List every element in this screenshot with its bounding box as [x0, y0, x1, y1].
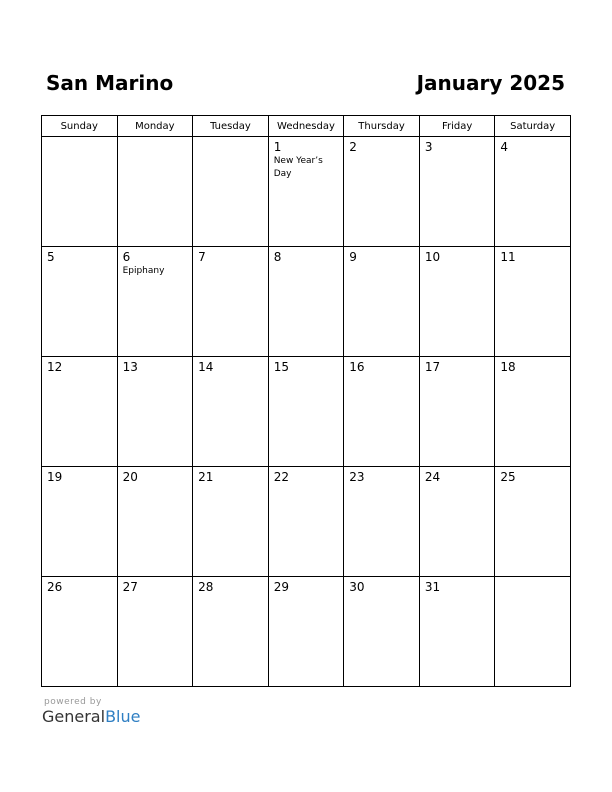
logo-text-blue: Blue — [105, 707, 141, 726]
day-number: 13 — [122, 360, 138, 374]
empty-day-cell — [42, 137, 118, 247]
generalblue-logo — [42, 707, 140, 726]
day-cell — [193, 247, 269, 357]
day-number: 25 — [500, 470, 516, 484]
day-cell — [344, 357, 420, 467]
calendar-grid — [41, 115, 571, 687]
week-row — [42, 577, 571, 687]
day-number: 8 — [273, 250, 282, 264]
day-number: 7 — [198, 250, 206, 264]
day-cell — [419, 137, 495, 247]
day-cell — [42, 247, 118, 357]
country-title: San Marino — [46, 71, 174, 95]
weekday-sunday: Sunday — [42, 116, 118, 137]
day-cell — [344, 247, 420, 357]
day-cell — [268, 137, 344, 247]
empty-day-cell — [193, 137, 269, 247]
day-cell — [193, 357, 269, 467]
day-number: 22 — [273, 470, 289, 484]
week-row — [42, 137, 571, 247]
day-cell — [42, 357, 118, 467]
day-number: 6 — [122, 250, 131, 264]
day-cell — [42, 577, 118, 687]
week-row — [42, 247, 571, 357]
day-number: 10 — [424, 250, 441, 264]
day-cell — [268, 467, 344, 577]
holiday-label: New Year’s Day — [273, 156, 323, 179]
day-cell — [419, 247, 495, 357]
day-number: 2 — [349, 140, 357, 154]
day-number: 30 — [349, 580, 365, 594]
day-cell — [193, 577, 269, 687]
week-row — [42, 467, 571, 577]
day-number: 26 — [47, 580, 63, 594]
day-cell — [344, 577, 420, 687]
day-number: 29 — [273, 580, 289, 594]
day-cell — [193, 467, 269, 577]
day-cell — [419, 577, 495, 687]
day-number: 28 — [198, 580, 214, 594]
holiday-label: Epiphany — [122, 266, 165, 276]
day-cell — [495, 357, 571, 467]
day-number: 5 — [47, 250, 55, 264]
day-number: 21 — [198, 470, 214, 484]
day-number: 24 — [424, 470, 441, 484]
day-cell — [419, 357, 495, 467]
day-number: 11 — [500, 250, 516, 264]
day-number: 31 — [424, 580, 441, 594]
logo-text-general: General — [42, 707, 106, 726]
day-cell — [268, 357, 344, 467]
day-number: 27 — [122, 580, 138, 594]
powered-by-label: powered by — [44, 697, 102, 707]
day-cell — [495, 467, 571, 577]
weekday-tuesday: Tuesday — [193, 116, 269, 137]
day-cell — [344, 137, 420, 247]
day-cell — [268, 577, 344, 687]
day-number: 3 — [424, 140, 433, 154]
week-row — [42, 357, 571, 467]
day-cell — [495, 247, 571, 357]
weekday-wednesday: Wednesday — [268, 116, 344, 137]
day-cell — [117, 357, 193, 467]
empty-day-cell — [495, 577, 571, 687]
weekday-thursday: Thursday — [344, 116, 420, 137]
day-cell — [117, 467, 193, 577]
weekday-header-row — [42, 116, 571, 137]
day-number: 23 — [349, 470, 365, 484]
day-number: 16 — [349, 360, 365, 374]
weekday-friday: Friday — [419, 116, 495, 137]
day-cell — [268, 247, 344, 357]
empty-day-cell — [117, 137, 193, 247]
day-number: 20 — [122, 470, 138, 484]
day-number: 4 — [500, 140, 509, 154]
day-cell — [42, 467, 118, 577]
day-cell — [117, 577, 193, 687]
day-number: 12 — [47, 360, 63, 374]
day-cell — [344, 467, 420, 577]
weekday-saturday: Saturday — [495, 116, 571, 137]
day-number: 17 — [424, 360, 441, 374]
month-title: January 2025 — [416, 71, 565, 95]
day-cell — [117, 247, 193, 357]
weekday-monday: Monday — [117, 116, 193, 137]
day-cell — [419, 467, 495, 577]
day-number: 15 — [273, 360, 289, 374]
day-number: 18 — [500, 360, 516, 374]
day-number: 1 — [273, 140, 282, 154]
day-number: 19 — [47, 470, 63, 484]
day-cell — [495, 137, 571, 247]
day-number: 14 — [198, 360, 214, 374]
day-number: 9 — [349, 250, 357, 264]
